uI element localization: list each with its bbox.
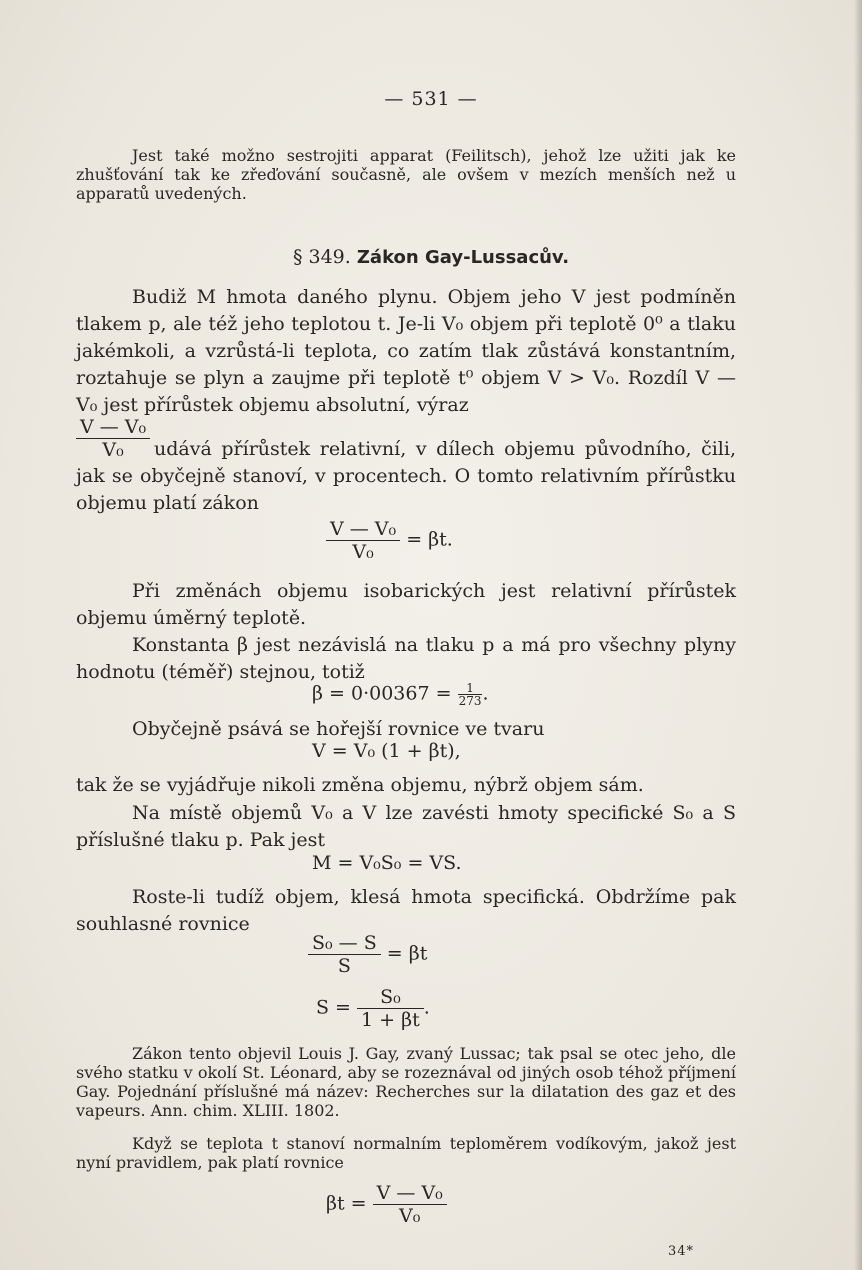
footnote-hydrogen-thermometer: Když se teplota t stanoví normalním teploměrem vodíkovým, jakož jest nyní pravidlem, pak platí rovnice: [76, 1134, 736, 1172]
equation-specific-2: S = $\frac{\text{S₀}}{1 + \beta t}$ .: [316, 986, 430, 1031]
paragraph-3: Konstanta β jest nezávislá na tlaku p a má pro všechny plyny hodnotu (téměř) stejnou, totiž: [76, 634, 736, 683]
paragraph-6: Na místě objemů V₀ a V lze zavésti hmoty specifické S₀ a S příslušné tlaku p. Pak jest: [76, 802, 736, 851]
page-number: — 531 —: [384, 88, 478, 110]
equation-gay-lussac: $\frac{\text{V — V₀}}{\text{V₀}}$ = βt.: [326, 518, 453, 563]
fraction: $\frac{\text{V — V₀}}{\text{V₀}}$: [76, 416, 150, 461]
equation-beta: β = 0·00367 = $\frac{1}{273}$ .: [312, 681, 489, 708]
paragraph-2: Při změnách objemu isobarických jest relativní přírůstek objemu úměrný teplotě.: [76, 580, 736, 629]
paragraph-4: Obyčejně psává se hořejší rovnice ve tvaru: [132, 718, 545, 740]
equation-mass: M = V₀S₀ = VS.: [312, 852, 462, 874]
section-title: Zákon Gay-Lussacův.: [356, 247, 570, 268]
page-edge-shadow: [854, 0, 862, 1270]
paragraph-7: Roste-li tudíž objem, klesá hmota specifická. Obdržíme pak souhlasné rovnice: [76, 886, 736, 935]
section-heading: [0, 246, 862, 268]
paragraph-1: Budiž M hmota daného plynu. Objem jeho V jest podmíněn tlakem p, ale též jeho teplotou t. Je-li V₀ objem při teplotě 0⁰ a tlaku jakémkoli, a vzrůstá-li teplota, co zatím tlak zůstává konstantním, roztahuje se plyn a zaujme při teplotě t⁰ objem V > V₀. Rozdíl V — V₀ jest přírůstek objemu absolutní, výraz: [76, 286, 736, 416]
paragraph-5: tak že se vyjádřuje nikoli změna objemu, nýbrž objem sám.: [76, 774, 644, 796]
paragraph-1b: udává přírůstek relativní, v dílech objemu původního, čili, jak se obyčejně stanoví, v procentech. O tomto relativním přírůstku objemu platí zákon: [76, 438, 736, 514]
equation-hydrogen: βt = $\frac{\text{V — V₀}}{\text{V₀}}$: [326, 1182, 447, 1227]
intro-paragraph: Jest také možno sestrojiti apparat (Feilitsch), jehož lze užiti jak ke zhušťování tak ke zřeďování současně, ale ovšem v mezích menších než u apparatů uvedených.: [76, 146, 736, 203]
footnote-history: Zákon tento objevil Louis J. Gay, zvaný Lussac; tak psal se otec jeho, dle svého statku v okolí St. Léonard, aby se rozeznával od jiných osob téhož příjmení Gay. Pojednání příslušné má název: Recherches sur la dilatation des gaz et des vapeurs. Ann. chim. XLIII. 1802.: [76, 1044, 736, 1120]
section-number: § 349.: [292, 246, 351, 268]
equation-volume: V = V₀ (1 + βt),: [312, 740, 461, 762]
equation-specific-1: $\frac{\text{S₀ — S}}{S}$ = βt: [308, 932, 427, 977]
signature-mark: 34*: [668, 1244, 695, 1259]
